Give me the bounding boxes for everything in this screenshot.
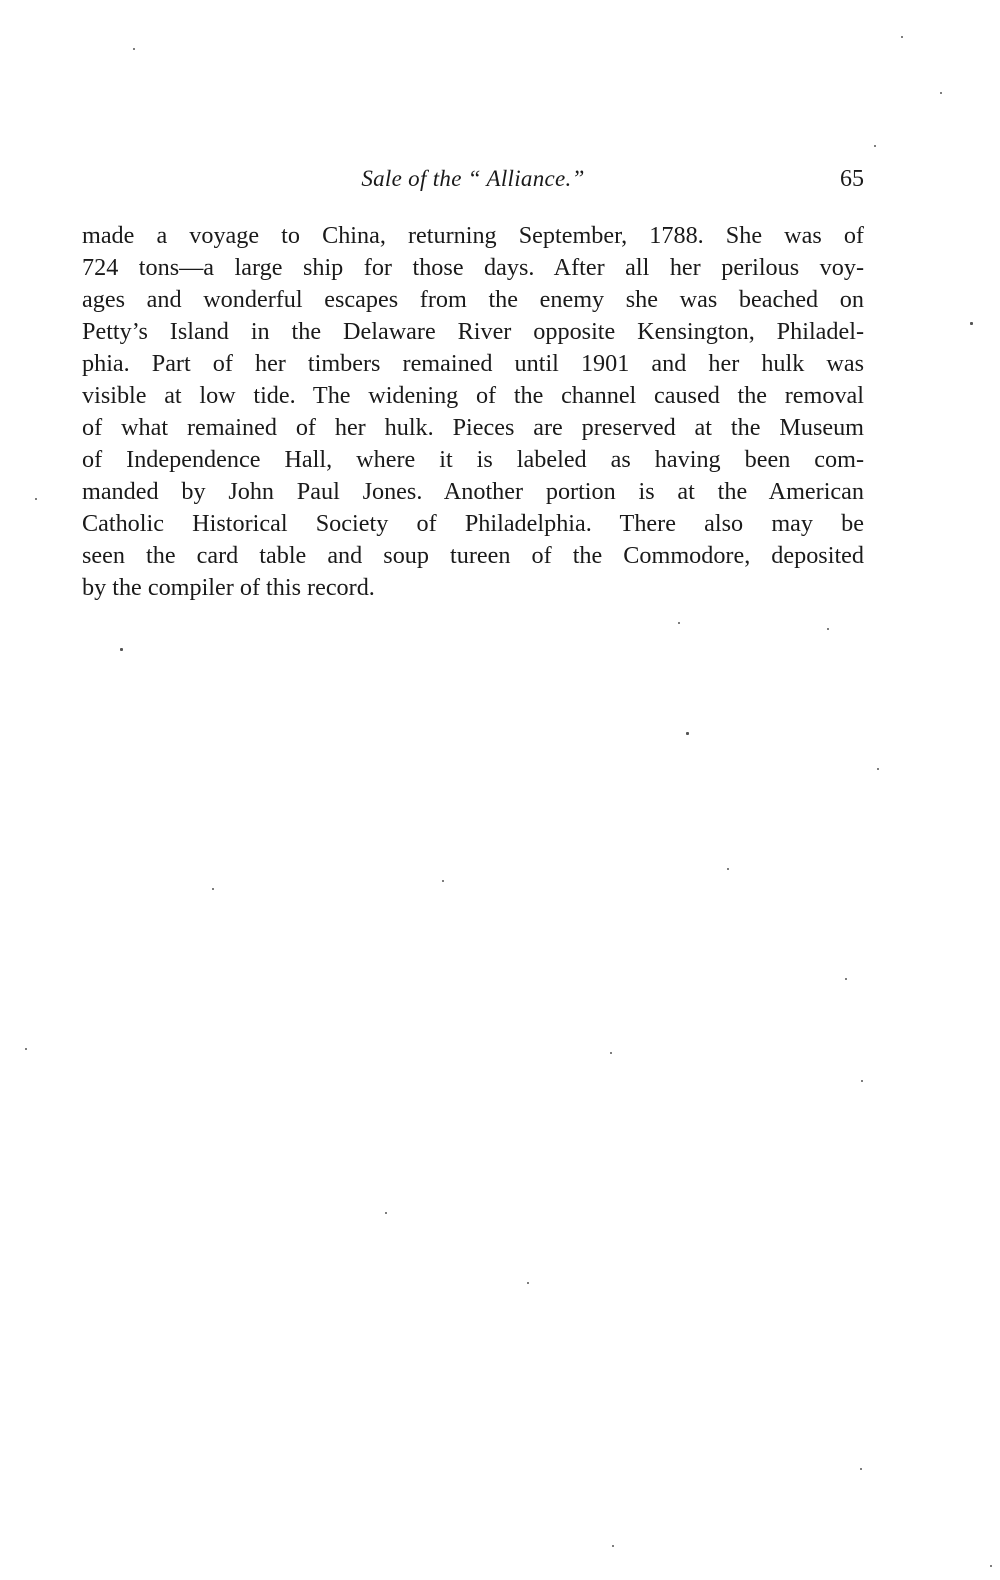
running-title: Sale of the “ Alliance.” [361,166,585,191]
scan-speck [527,1282,529,1284]
scan-speck [861,1080,863,1082]
scan-speck [970,322,973,325]
page-number: 65 [840,166,864,192]
scan-speck [612,1545,614,1547]
text-line: manded by John Paul Jones. Another portion is at the American [82,478,864,505]
text-line: Catholic Historical Society of Philadelphia. There also may be [82,510,864,537]
scan-speck [901,36,903,38]
text-line: by the compiler of this record. [82,574,375,601]
scan-speck [727,868,729,870]
scan-speck [442,880,444,882]
text-line: of what remained of her hulk. Pieces are preserved at the Museum [82,414,864,441]
scan-speck [212,888,214,890]
text-line: of Independence Hall, where it is labeled as having been com- [82,446,864,473]
scan-speck [120,648,123,651]
scan-speck [940,92,942,94]
scan-speck [610,1052,612,1054]
scan-speck [845,978,847,980]
text-line: ages and wonderful escapes from the enemy she was beached on [82,286,864,313]
running-head [82,166,864,200]
scan-speck [35,498,37,500]
scan-speck [385,1212,387,1214]
text-line: Petty’s Island in the Delaware River opposite Kensington, Philadel- [82,318,864,345]
body-paragraph [82,220,864,604]
scan-speck [25,1048,27,1050]
scan-speck [133,48,135,50]
text-line: phia. Part of her timbers remained until 1901 and her hulk was [82,350,864,377]
scan-speck [678,622,680,624]
scan-speck [686,732,689,735]
text-line: seen the card table and soup tureen of the Commodore, deposited [82,542,864,569]
text-line: 724 tons—a large ship for those days. After all her perilous voy- [82,254,864,281]
text-line: visible at low tide. The widening of the channel caused the removal [82,382,864,409]
scan-speck [877,768,879,770]
scan-speck [990,1565,992,1567]
scan-speck [874,145,876,147]
scan-speck [827,628,829,630]
scan-speck [860,1468,862,1470]
text-line: made a voyage to China, returning September, 1788. She was of [82,222,864,249]
